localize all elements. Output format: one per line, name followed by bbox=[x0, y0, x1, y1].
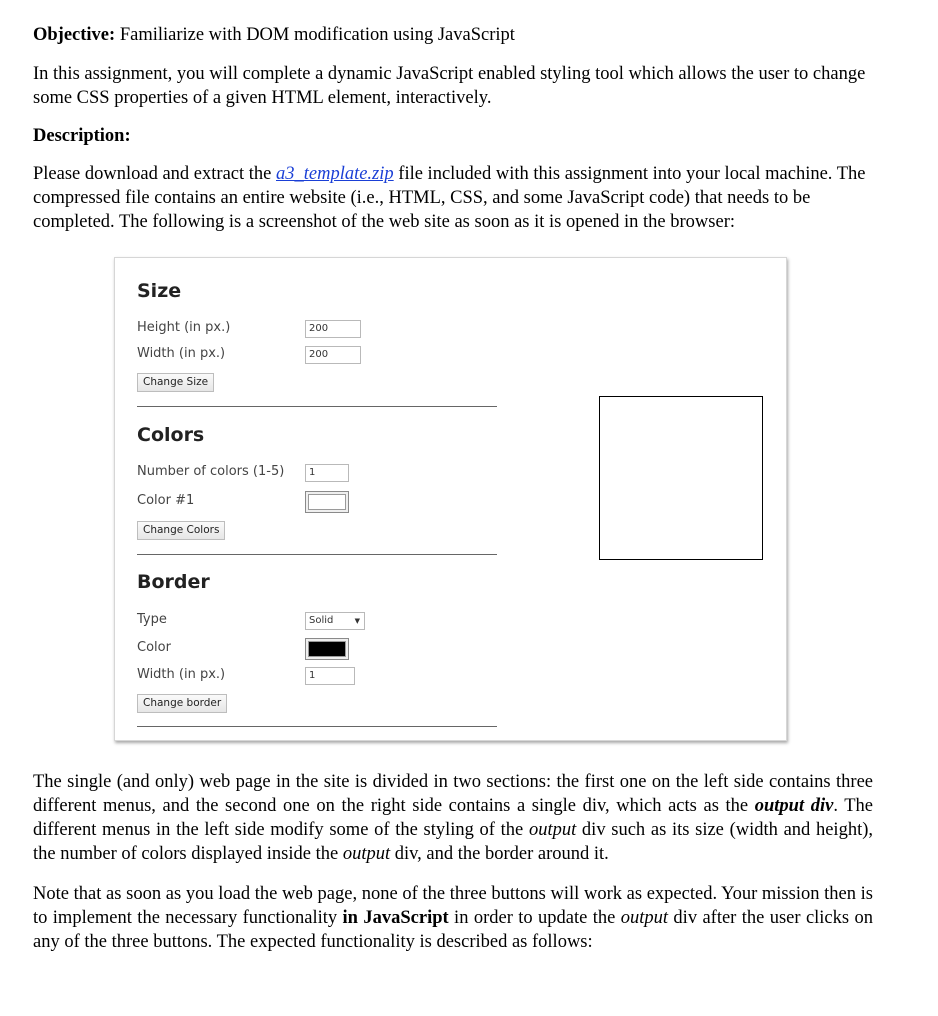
note-text-3: div after the user clicks on any of the three buttons. The expected functionality is described as follows: bbox=[33, 908, 873, 952]
intro-paragraph: In this assignment, you will complete a dynamic JavaScript enabled styling tool which allows the user to change some CSS properties of a given HTML element, interactively. bbox=[33, 64, 866, 108]
output-div-term: output div bbox=[754, 796, 834, 816]
width-input[interactable]: 200 bbox=[305, 346, 361, 364]
objective-line bbox=[33, 23, 873, 47]
number-of-colors-label: Number of colors (1-5) bbox=[137, 464, 285, 479]
output-term-2: output bbox=[342, 844, 391, 864]
dropdown-arrow-icon: ▼ bbox=[354, 617, 360, 625]
note-paragraph bbox=[33, 882, 873, 954]
explanation-text-2: . The different menus in the left side modify some of the styling of the bbox=[33, 796, 873, 840]
objective-text: Familiarize with DOM modification using JavaScript bbox=[115, 25, 515, 45]
styling-tool-screenshot bbox=[114, 257, 787, 741]
color-1-swatch bbox=[308, 494, 346, 510]
number-of-colors-input[interactable]: 1 bbox=[305, 464, 349, 482]
color-1-picker[interactable] bbox=[305, 491, 349, 513]
description-text-2: file included with this assignment into your local machine. The compressed file contains an entire website (i.e., HTML, CSS, and some JavaScript code) that needs to be completed. The following is a screenshot of the web site as soon as it is opened in the browser: bbox=[33, 164, 866, 232]
change-size-button[interactable]: Change Size bbox=[137, 373, 214, 392]
border-color-picker[interactable] bbox=[305, 638, 349, 660]
in-javascript-term: in JavaScript bbox=[342, 908, 449, 928]
border-color-swatch bbox=[308, 641, 346, 657]
explanation-text-1: The single (and only) web page in the site is divided in two sections: the first one on the left side contains three different menus, and the second one on the right side contains a single div, which acts as the bbox=[33, 772, 873, 816]
description-heading: Description: bbox=[33, 126, 131, 146]
border-type-label: Type bbox=[137, 612, 167, 627]
border-width-input[interactable]: 1 bbox=[305, 667, 355, 685]
explanation-text-4: div, and the border around it. bbox=[390, 844, 609, 864]
size-section-title: Size bbox=[137, 280, 182, 302]
output-term-1: output bbox=[528, 820, 577, 840]
description-text-1: Please download and extract the bbox=[33, 164, 276, 184]
border-type-value: Solid bbox=[309, 615, 334, 626]
color-1-label: Color #1 bbox=[137, 493, 195, 508]
page-explanation-paragraph bbox=[33, 770, 873, 866]
note-output-term: output bbox=[620, 908, 669, 928]
border-section-title: Border bbox=[137, 571, 210, 593]
template-zip-link[interactable]: a3_template.zip bbox=[275, 164, 394, 184]
change-colors-button[interactable]: Change Colors bbox=[137, 521, 225, 540]
note-text-2: in order to update the bbox=[448, 908, 621, 928]
description-paragraph bbox=[33, 162, 873, 234]
height-label: Height (in px.) bbox=[137, 320, 231, 335]
output-div bbox=[599, 396, 763, 560]
border-type-select[interactable] bbox=[305, 612, 365, 630]
height-input[interactable]: 200 bbox=[305, 320, 361, 338]
size-divider bbox=[137, 406, 497, 407]
change-border-button[interactable]: Change border bbox=[137, 694, 227, 713]
note-text-1: Note that as soon as you load the web page, none of the three buttons will work as expected. Your mission then is to implement the necessary functionality bbox=[33, 884, 873, 928]
width-label: Width (in px.) bbox=[137, 346, 226, 361]
colors-divider bbox=[137, 554, 497, 555]
border-width-label: Width (in px.) bbox=[137, 667, 226, 682]
border-divider bbox=[137, 726, 497, 727]
explanation-text-3: div such as its size (width and height), the number of colors displayed inside the bbox=[33, 820, 873, 864]
objective-label: Objective: bbox=[33, 25, 116, 45]
colors-section-title: Colors bbox=[137, 424, 205, 446]
border-color-label: Color bbox=[137, 640, 171, 655]
